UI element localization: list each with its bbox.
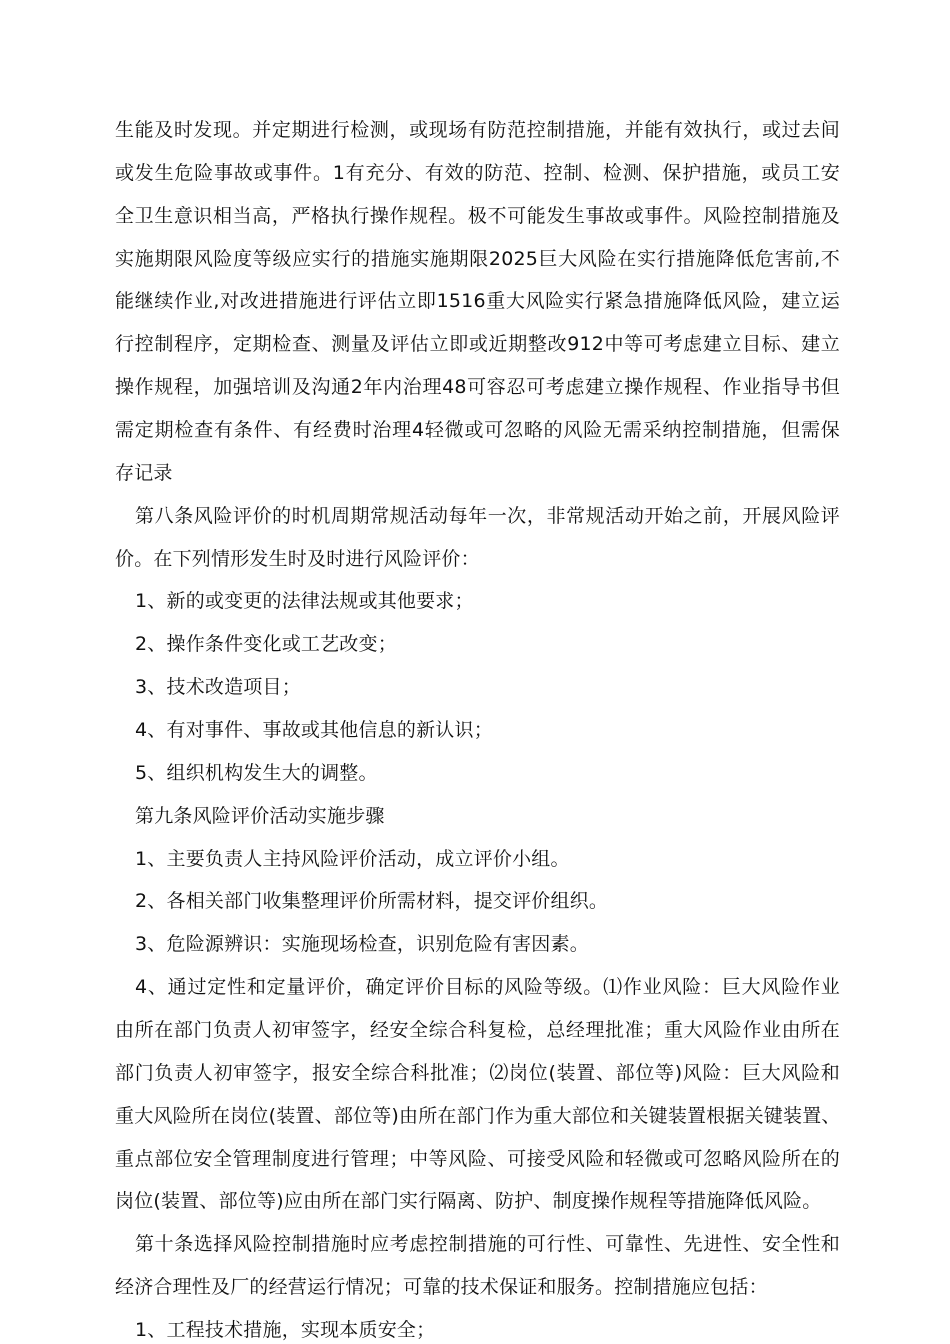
list-item: 1、新的或变更的法律法规或其他要求；: [135, 590, 474, 612]
text-line: 由所在部门负责人初审签字，经安全综合科复检，总经理批准；重大风险作业由所在: [115, 1019, 840, 1041]
list-item: 4、有对事件、事故或其他信息的新认识；: [135, 719, 493, 741]
list-item: 5、组织机构发生大的调整。: [135, 762, 378, 784]
list-item: 2、操作条件变化或工艺改变；: [135, 633, 397, 655]
text-line: 需定期检查有条件、有经费时治理4轻微或可忽略的风险无需采纳控制措施，但需保: [115, 419, 840, 441]
list-item: 2、各相关部门收集整理评价所需材料，提交评价组织。: [135, 890, 609, 912]
text-line: 岗位(装置、部位等)应由所在部门实行隔离、防护、制度操作规程等措施降低风险。: [115, 1190, 822, 1212]
list-item: 3、技术改造项目；: [135, 676, 301, 698]
text-line: 或发生危险事故或事件。1有充分、有效的防范、控制、检测、保护措施，或员工安: [115, 162, 840, 184]
text-line: 重点部位安全管理制度进行管理；中等风险、可接受风险和轻微或可忽略风险所在的: [115, 1148, 840, 1170]
text-line: 实施期限风险度等级应实行的措施实施期限2025巨大风险在实行措施降低危害前,不: [115, 248, 840, 270]
text-line: 经济合理性及厂的经营运行情况；可靠的技术保证和服务。控制措施应包括：: [115, 1276, 768, 1298]
section-heading-article-8: 第八条风险评价的时机周期常规活动每年一次，非常规活动开始之前，开展风险评: [135, 505, 840, 527]
list-item: 3、危险源辨识：实施现场检查，识别危险有害因素。: [135, 933, 589, 955]
text-line: 重大风险所在岗位(装置、部位等)由所在部门作为重大部位和关键装置根据关键装置、: [115, 1105, 841, 1127]
text-line: 行控制程序，定期检查、测量及评估立即或近期整改912中等可考虑建立目标、建立: [115, 333, 840, 355]
text-line: 存记录: [115, 462, 173, 484]
list-item: 1、主要负责人主持风险评价活动，成立评价小组。: [135, 848, 570, 870]
section-heading-article-9: 第九条风险评价活动实施步骤: [135, 805, 385, 827]
text-line: 操作规程，加强培训及沟通2年内治理48可容忍可考虑建立操作规程、作业指导书但: [115, 376, 840, 398]
text-line: 价。在下列情形发生时及时进行风险评价：: [115, 548, 480, 570]
list-item: 4、通过定性和定量评价，确定评价目标的风险等级。⑴作业风险：巨大风险作业: [135, 976, 840, 998]
text-line: 部门负责人初审签字，报安全综合科批准；⑵岗位(装置、部位等)风险：巨大风险和: [115, 1062, 840, 1084]
text-line: 全卫生意识相当高，严格执行操作规程。极不可能发生事故或事件。风险控制措施及: [115, 205, 840, 227]
section-heading-article-10: 第十条选择风险控制措施时应考虑控制措施的可行性、可靠性、先进性、安全性和: [135, 1233, 840, 1255]
text-line: 能继续作业,对改进措施进行评估立即1516重大风险实行紧急措施降低风险，建立运: [115, 290, 840, 312]
list-item: 1、工程技术措施，实现本质安全；: [135, 1319, 436, 1341]
text-line: 生能及时发现。并定期进行检测，或现场有防范控制措施，并能有效执行，或过去间: [115, 119, 840, 141]
